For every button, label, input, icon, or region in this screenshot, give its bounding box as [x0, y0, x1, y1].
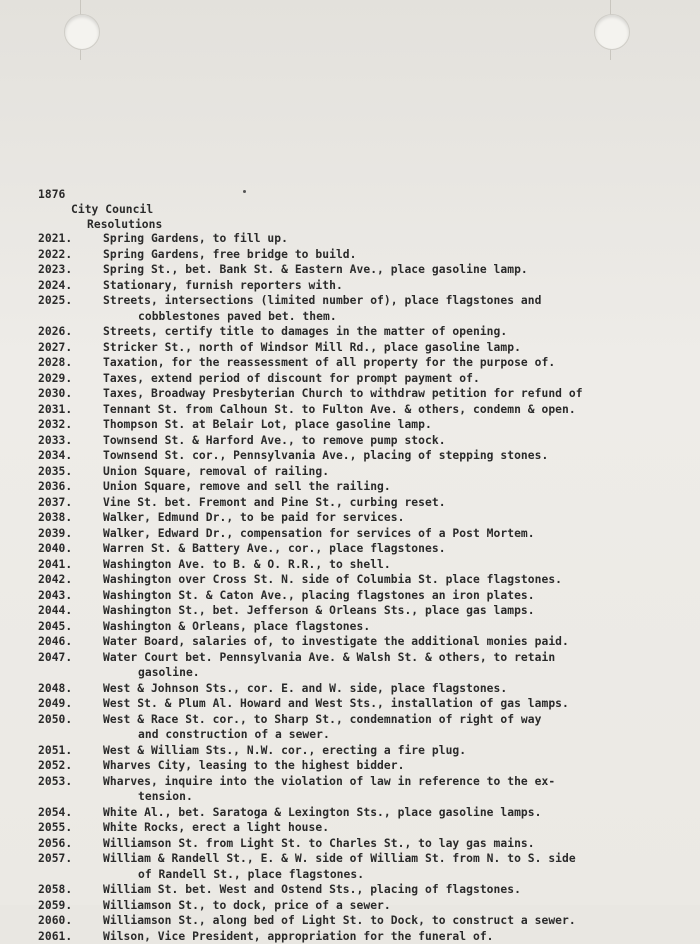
- list-item: [38, 355, 688, 371]
- entry-text: Townsend St. & Harford Ave., to remove pump stock.: [103, 433, 688, 449]
- entry-text: Union Square, removal of railing.: [103, 464, 688, 480]
- list-item: [38, 743, 688, 759]
- entry-text: Spring St., bet. Bank St. & Eastern Ave., place gasoline lamp.: [103, 262, 688, 278]
- entry-number: 2047.: [38, 650, 103, 666]
- list-item: [38, 712, 688, 728]
- list-item: [38, 386, 688, 402]
- list-item: [38, 247, 688, 263]
- entry-number: 2054.: [38, 805, 103, 821]
- entry-number: 2058.: [38, 882, 103, 898]
- entry-text: Stationary, furnish reporters with.: [103, 278, 688, 294]
- entry-number: 2036.: [38, 479, 103, 495]
- list-item: [38, 479, 688, 495]
- entry-text: West & William Sts., N.W. cor., erecting a fire plug.: [103, 743, 688, 759]
- entry-number: 2027.: [38, 340, 103, 356]
- entry-number: 2025.: [38, 293, 103, 309]
- list-item: [38, 510, 688, 526]
- entry-continuation: and construction of a sewer.: [38, 727, 688, 743]
- entry-number: 2056.: [38, 836, 103, 852]
- list-item: [38, 324, 688, 340]
- list-item: [38, 417, 688, 433]
- list-item: [38, 681, 688, 697]
- entry-number: 2034.: [38, 448, 103, 464]
- list-item: [38, 340, 688, 356]
- entry-text: Townsend St. cor., Pennsylvania Ave., placing of stepping stones.: [103, 448, 688, 464]
- entry-number: 2053.: [38, 774, 103, 790]
- ink-speck: [243, 190, 246, 193]
- year-heading: 1876: [38, 188, 65, 201]
- entry-number: 2035.: [38, 464, 103, 480]
- entry-text: West & Race St. cor., to Sharp St., condemnation of right of way: [103, 712, 688, 728]
- entry-text: Warren St. & Battery Ave., cor., place flagstones.: [103, 541, 688, 557]
- entry-text: West & Johnson Sts., cor. E. and W. side, place flagstones.: [103, 681, 688, 697]
- list-item: [38, 541, 688, 557]
- entry-text: Williamson St. from Light St. to Charles St., to lay gas mains.: [103, 836, 688, 852]
- entry-number: 2050.: [38, 712, 103, 728]
- entry-text: Taxes, extend period of discount for prompt payment of.: [103, 371, 688, 387]
- entry-number: 2045.: [38, 619, 103, 635]
- list-item: [38, 448, 688, 464]
- entry-text: Wharves City, leasing to the highest bidder.: [103, 758, 688, 774]
- list-item: [38, 696, 688, 712]
- list-item: [38, 619, 688, 635]
- list-item: [38, 913, 688, 929]
- list-item: [38, 402, 688, 418]
- list-item: [38, 929, 688, 944]
- entry-number: 2046.: [38, 634, 103, 650]
- entry-continuation: cobblestones paved bet. them.: [38, 309, 688, 325]
- entry-number: 2043.: [38, 588, 103, 604]
- entry-text: Walker, Edmund Dr., to be paid for services.: [103, 510, 688, 526]
- entry-number: 2048.: [38, 681, 103, 697]
- council-heading: City Council: [71, 203, 153, 216]
- entry-number: 2023.: [38, 262, 103, 278]
- entry-number: 2031.: [38, 402, 103, 418]
- list-item: [38, 371, 688, 387]
- entry-text: Washington & Orleans, place flagstones.: [103, 619, 688, 635]
- entry-number: 2032.: [38, 417, 103, 433]
- entry-number: 2061.: [38, 929, 103, 944]
- list-item: [38, 464, 688, 480]
- entry-number: 2026.: [38, 324, 103, 340]
- entry-text: Spring Gardens, to fill up.: [103, 231, 688, 247]
- list-item: [38, 634, 688, 650]
- entry-text: West St. & Plum Al. Howard and West Sts., installation of gas lamps.: [103, 696, 688, 712]
- entry-number: 2041.: [38, 557, 103, 573]
- entry-text: Stricker St., north of Windsor Mill Rd., place gasoline lamp.: [103, 340, 688, 356]
- entry-number: 2049.: [38, 696, 103, 712]
- list-item: [38, 262, 688, 278]
- list-item: [38, 278, 688, 294]
- list-item: [38, 882, 688, 898]
- entry-text: White Rocks, erect a light house.: [103, 820, 688, 836]
- list-item: [38, 495, 688, 511]
- list-item: [38, 557, 688, 573]
- entry-number: 2038.: [38, 510, 103, 526]
- list-item: [38, 588, 688, 604]
- entry-number: 2028.: [38, 355, 103, 371]
- entry-text: Streets, intersections (limited number of), place flagstones and: [103, 293, 688, 309]
- entry-number: 2055.: [38, 820, 103, 836]
- entry-text: Tennant St. from Calhoun St. to Fulton Ave. & others, condemn & open.: [103, 402, 688, 418]
- list-item: [38, 851, 688, 867]
- list-item: [38, 433, 688, 449]
- entry-number: 2039.: [38, 526, 103, 542]
- list-item: [38, 231, 688, 247]
- entry-text: Walker, Edward Dr., compensation for services of a Post Mortem.: [103, 526, 688, 542]
- list-item: [38, 758, 688, 774]
- entry-text: Williamson St., to dock, price of a sewer.: [103, 898, 688, 914]
- entry-text: Taxes, Broadway Presbyterian Church to withdraw petition for refund of: [103, 386, 688, 402]
- punch-hole-left: [64, 14, 100, 50]
- entry-text: Water Board, salaries of, to investigate the additional monies paid.: [103, 634, 688, 650]
- entry-number: 2059.: [38, 898, 103, 914]
- list-item: [38, 836, 688, 852]
- punch-hole-right: [594, 14, 630, 50]
- entry-text: Washington St., bet. Jefferson & Orleans Sts., place gas lamps.: [103, 603, 688, 619]
- entry-number: 2040.: [38, 541, 103, 557]
- list-item: [38, 572, 688, 588]
- entry-text: Washington Ave. to B. & O. R.R., to shell.: [103, 557, 688, 573]
- entry-number: 2022.: [38, 247, 103, 263]
- entry-number: 2057.: [38, 851, 103, 867]
- entry-number: 2029.: [38, 371, 103, 387]
- entry-text: Vine St. bet. Fremont and Pine St., curbing reset.: [103, 495, 688, 511]
- entry-number: 2042.: [38, 572, 103, 588]
- entry-continuation: tension.: [38, 789, 688, 805]
- entry-text: Thompson St. at Belair Lot, place gasoline lamp.: [103, 417, 688, 433]
- entry-text: William St. bet. West and Ostend Sts., placing of flagstones.: [103, 882, 688, 898]
- entry-text: White Al., bet. Saratoga & Lexington Sts., place gasoline lamps.: [103, 805, 688, 821]
- entry-number: 2044.: [38, 603, 103, 619]
- entry-text: Streets, certify title to damages in the matter of opening.: [103, 324, 688, 340]
- entry-text: Wharves, inquire into the violation of law in reference to the ex-: [103, 774, 688, 790]
- entry-number: 2051.: [38, 743, 103, 759]
- entry-number: 2021.: [38, 231, 103, 247]
- list-item: [38, 526, 688, 542]
- list-item: [38, 650, 688, 666]
- entry-number: 2030.: [38, 386, 103, 402]
- list-item: [38, 603, 688, 619]
- entry-number: 2052.: [38, 758, 103, 774]
- entry-text: Water Court bet. Pennsylvania Ave. & Walsh St. & others, to retain: [103, 650, 688, 666]
- entry-list: [38, 231, 688, 944]
- entry-number: 2037.: [38, 495, 103, 511]
- entry-text: Williamson St., along bed of Light St. to Dock, to construct a sewer.: [103, 913, 688, 929]
- section-heading: Resolutions: [87, 218, 162, 231]
- list-item: [38, 820, 688, 836]
- entry-number: 2033.: [38, 433, 103, 449]
- entry-text: Union Square, remove and sell the railing.: [103, 479, 688, 495]
- list-item: [38, 805, 688, 821]
- entry-number: 2060.: [38, 913, 103, 929]
- entry-number: 2024.: [38, 278, 103, 294]
- entry-text: William & Randell St., E. & W. side of William St. from N. to S. side: [103, 851, 688, 867]
- entry-continuation: of Randell St., place flagstones.: [38, 867, 688, 883]
- list-item: [38, 774, 688, 790]
- entry-text: Taxation, for the reassessment of all property for the purpose of.: [103, 355, 688, 371]
- entry-continuation: gasoline.: [38, 665, 688, 681]
- list-item: [38, 293, 688, 309]
- list-item: [38, 898, 688, 914]
- entry-text: Spring Gardens, free bridge to build.: [103, 247, 688, 263]
- entry-text: Washington St. & Caton Ave., placing flagstones an iron plates.: [103, 588, 688, 604]
- entry-text: Wilson, Vice President, appropriation for the funeral of.: [103, 929, 688, 944]
- entry-text: Washington over Cross St. N. side of Columbia St. place flagstones.: [103, 572, 688, 588]
